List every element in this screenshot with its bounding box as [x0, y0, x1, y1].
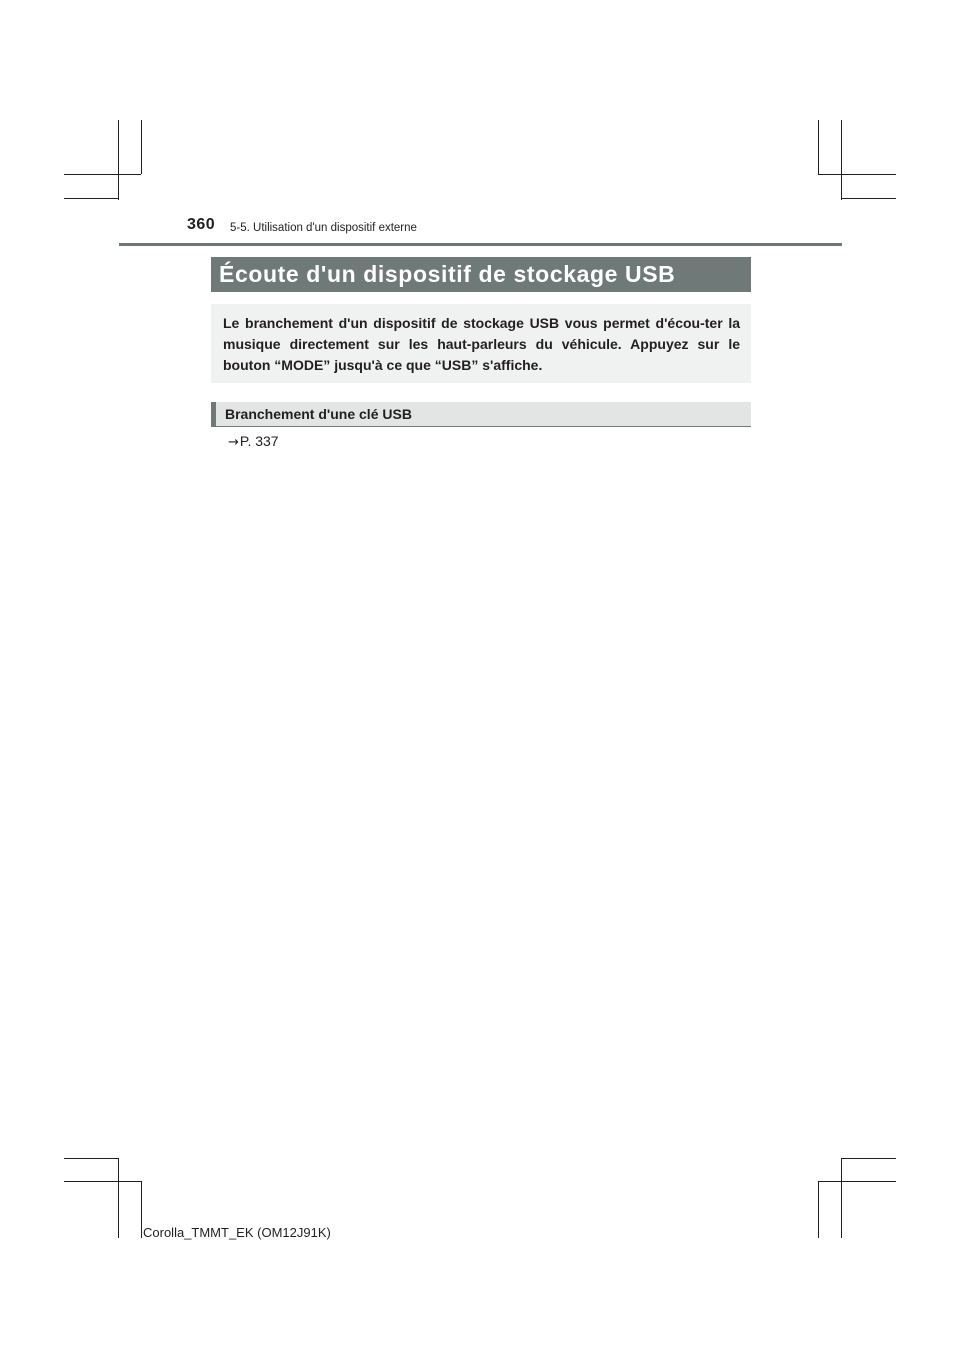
page-reference[interactable]	[228, 433, 279, 450]
header-rule	[119, 243, 842, 246]
crop-mark	[64, 1158, 119, 1159]
page-title: Écoute d'un dispositif de stockage USB	[219, 261, 676, 287]
crop-mark	[118, 120, 119, 200]
crop-mark	[841, 1158, 842, 1238]
crop-mark	[64, 198, 119, 199]
page-number: 360	[187, 216, 216, 233]
footer-doc-code: Corolla_TMMT_EK (OM12J91K)	[143, 1225, 331, 1240]
crop-mark	[841, 198, 896, 199]
crop-mark	[141, 1181, 142, 1238]
crop-mark	[64, 174, 141, 175]
subheading: Branchement d'une clé USB	[225, 406, 412, 422]
crop-mark	[841, 1158, 896, 1159]
crop-mark	[818, 174, 896, 175]
intro-text: Le branchement d'un dispositif de stockage USB vous permet d'écou-ter la musique directement sur les haut-parleurs du véhicule. Appuyez sur le bouton “MODE” jusqu'à ce que “USB” s'affiche.	[223, 315, 740, 373]
title-band	[211, 257, 751, 292]
crop-mark	[818, 1181, 819, 1238]
subheading-band	[211, 402, 751, 427]
crop-mark	[841, 120, 842, 200]
crop-mark	[64, 1181, 141, 1182]
crop-mark	[818, 1181, 896, 1182]
crop-mark	[141, 120, 142, 174]
crop-mark	[818, 120, 819, 174]
section-path: 5-5. Utilisation d'un dispositif externe	[230, 222, 417, 234]
intro-box	[211, 304, 751, 383]
page-reference-text: P. 337	[239, 433, 279, 449]
right-arrow-icon: →	[228, 435, 239, 450]
crop-mark	[118, 1158, 119, 1238]
